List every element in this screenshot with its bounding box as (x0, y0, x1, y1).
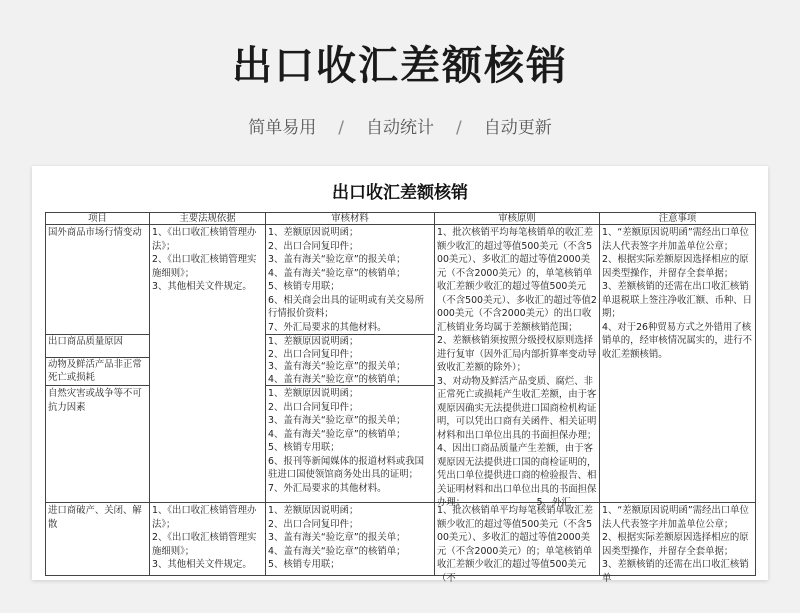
cell-item: 出口商品质量原因 (46, 335, 150, 358)
cell-law: 1、《出口收汇核销管理办法》； 2、《出口收汇核销管理实施细则》； 3、其他相关文件规定。 (150, 225, 266, 503)
hero-title: 出口收汇差额核销 (232, 43, 568, 89)
subtitle-item-easy: 简单易用 (248, 118, 317, 138)
subtitle-item-auto-stats: 自动统计 (366, 118, 434, 138)
cell-notes: 1、“差额原因说明函”需经出口单位法人代表签字并加盖单位公章； 2、根据实际差额原因选择相应的原因类型操作，并留存全套单据； 3、差额核销的还需在出口收汇核销单 (600, 503, 756, 576)
cell-materials: 1、差额原因说明函； 2、出口合同复印件； 3、盖有海关“验讫章”的报关单； 4、盖有海关“验讫章”的核销单； 5、核销专用联； 6、报刊等新闻媒体的报道材料或我国驻进口国使领馆商务处出具的证明； 7、外汇局要求的其他材料。 (266, 386, 435, 503)
table-row (46, 225, 756, 335)
table-header-row (46, 213, 756, 225)
column-header-materials: 审核材料 (266, 213, 435, 225)
subtitle-separator: / (338, 118, 344, 138)
subtitle-separator: / (456, 118, 462, 138)
cell-law: 1、《出口收汇核销管理办法》； 2、《出口收汇核销管理实施细则》； 3、其他相关文件规定。 (150, 503, 266, 576)
hero-subtitle (0, 113, 800, 138)
cell-notes: 1、“差额原因说明函”需经出口单位法人代表签字并加盖单位公章； 2、根据实际差额原因选择相应的原因类型操作，并留存全套单据； 3、差额核销的还需在出口收汇核销单退税联上签注净收汇额、币种、日期； 4、对于26种贸易方式之外错用了核销单的，经审核情况属实的，进行不收汇差额核销。 (600, 225, 756, 503)
column-header-notes: 注意事项 (600, 213, 756, 225)
cell-materials: 1、差额原因说明函； 2、出口合同复印件； 3、盖有海关“验讫章”的报关单； 4、盖有海关“验讫章”的核销单； (266, 335, 435, 386)
table-row (46, 503, 756, 576)
cell-principle: 1、批次核销单平均每笔核销单收汇差额少收汇的超过等值500美元（不含500美元）、多收汇的超过等值2000美元（不含2000美元）的；单笔核销单收汇差额少收汇的超过等值500美元（不 (435, 503, 600, 576)
cell-item: 动物及鲜活产品非正常死亡或损耗 (46, 358, 150, 386)
document-sheet (32, 166, 768, 584)
cell-materials: 1、差额原因说明函； 2、出口合同复印件； 3、盖有海关“验讫章”的报关单； 4、盖有海关“验讫章”的核销单； 5、核销专用联； (266, 503, 435, 576)
column-header-law: 主要法规依据 (150, 213, 266, 225)
sheet-title: 出口收汇差额核销 (332, 183, 468, 203)
cell-item: 进口商破产、关闭、解散 (46, 503, 150, 576)
column-header-principle: 审核原则 (435, 213, 600, 225)
column-header-item: 项目 (46, 213, 150, 225)
cell-item: 国外商品市场行情变动 (46, 225, 150, 335)
cell-principle: 1、批次核销平均每笔核销单的收汇差额少收汇的超过等值500美元（不含500美元）、多收汇的超过等值2000美元（不含2000美元）的，单笔核销单收汇差额少收汇的超过等值500美元（不含500美元）、多收汇的超过等值2000美元（不含2000美元）的出口收汇核销业务均属于差额核销范围； 2、差额核销须按照分级授权原则选择进行复审（因外汇局内部折算率变动导致收汇差额的除外）； 3、对动物及鲜活产品变质、腐烂、非正常死亡或损耗产生收汇差额，由于客观原因确实无法提供进口国商检机构证明，可以凭出口商有关函件、相关证明材料和出口单位出具的书面担保办理； 4、因出口商品质量产生差额，由于客观原因无法提供进口国的商检证明的，凭出口单位提供进口商的检验报告、相关证明材料和出口单位出具的书面担保办理； 5、外汇 (435, 225, 600, 503)
cell-materials: 1、差额原因说明函； 2、出口合同复印件； 3、盖有海关“验讫章”的报关单； 4、盖有海关“验讫章”的核销单； 5、核销专用联； 6、相关商会出具的证明或有关交易所行情报价资料； 7、外汇局要求的其他材料。 (266, 225, 435, 335)
verification-table (45, 212, 756, 584)
cell-item: 自然灾害或战争等不可抗力因素 (46, 386, 150, 503)
subtitle-item-auto-update: 自动更新 (483, 118, 552, 138)
